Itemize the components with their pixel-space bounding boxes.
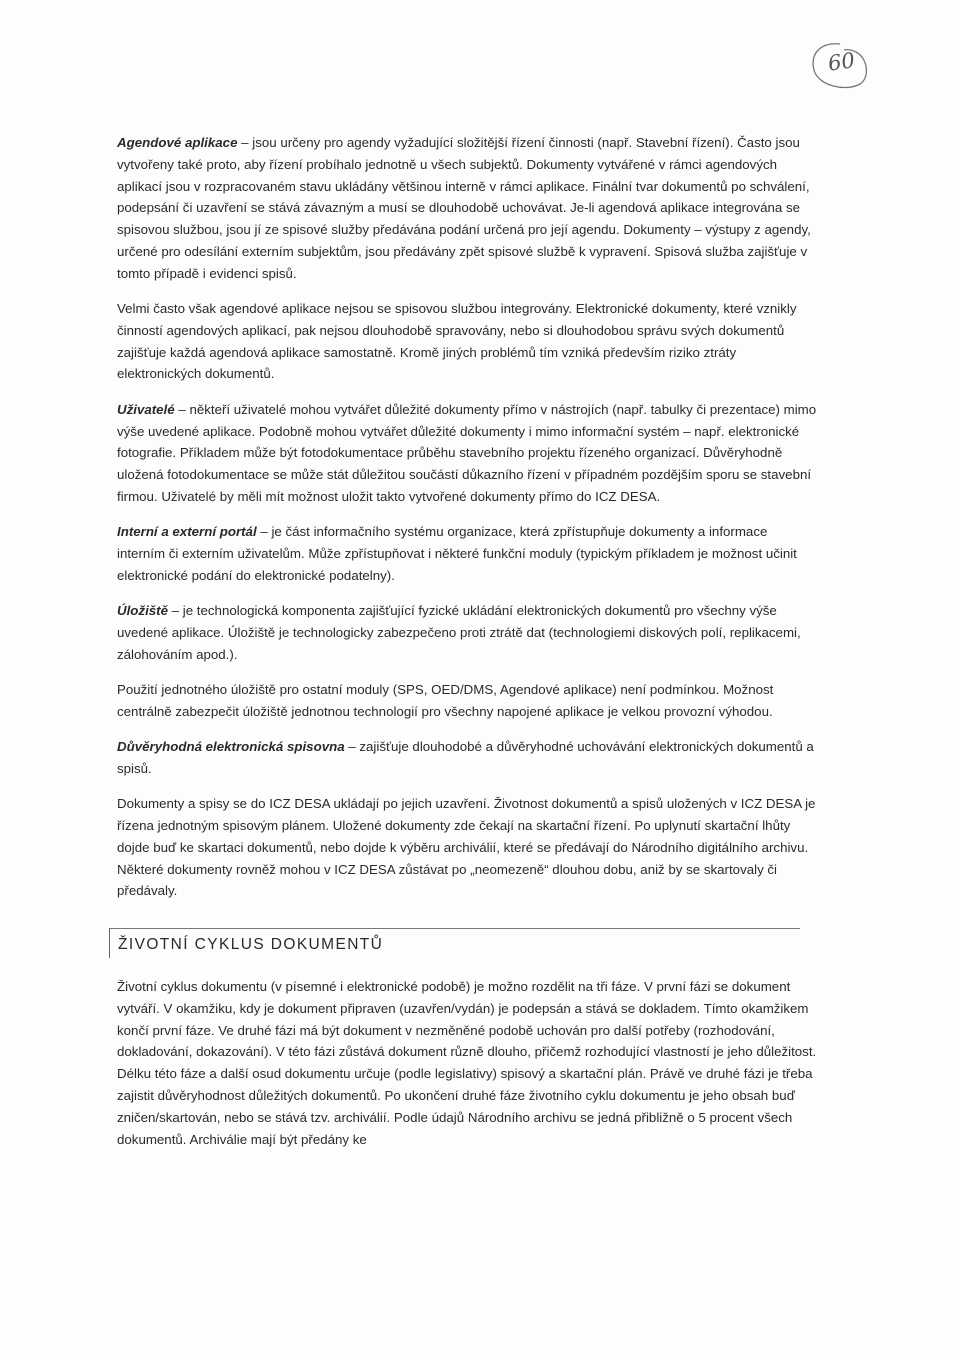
paragraph-portal	[117, 521, 817, 586]
paragraph-ukladani	[117, 793, 817, 902]
paragraph-spisovna	[117, 736, 817, 780]
paragraph-text: Dokumenty a spisy se do ICZ DESA ukládají po jejich uzavření. Životnost dokumentů a spisů uložených v ICZ DESA je řízena jednotným spisovým plánem. Uložené dokumenty zde čekají na skartační řízení. Po uplynutí skartační lhůty dojde buď ke skartaci dokumentů, nebo dojde k výběru archiválií, které se předávají do Národního digitálního archivu. Některé dokumenty rovněž mohou v ICZ DESA zůstávat po „neomezeně“ dlouhou dobu, aniž by se skartovaly či předávaly.	[117, 796, 816, 899]
handwritten-page-number	[806, 40, 870, 94]
term-label: Důvěryhodná elektronická spisovna	[117, 739, 345, 755]
paragraph-jednotne-uloziste	[117, 679, 817, 723]
page-number-text: 60	[826, 48, 857, 76]
term-label: Úložiště	[117, 603, 168, 619]
paragraph-text: – jsou určeny pro agendy vyžadující složitější řízení činnosti (např. Stavební řízení). Často jsou vytvořeny také proto, aby řízení probíhalo jednotně u všech subjektů. Dokumenty vytvářené v rámci agendových aplikací jsou v rozpracovaném stavu ukládány většinou interně v rámci aplikace. Finální tvar dokumentů po schválení, podepsání či uzavření se stává závazným a musí se dlouhodobě uchovávat. Je-li agendová aplikace integrována se spisovou službou, jsou jí ze spisové služby předávána podání určená pro její agendu. Dokumenty – výstupy z agendy, určené pro odesílání externím subjektům, jsou předávány zpět spisové službě k vypravení. Spisová služba zajišťuje v tomto případě i evidenci spisů.	[117, 135, 811, 281]
paragraph-text: Velmi často však agendové aplikace nejsou se spisovou službou integrovány. Elektronické dokumenty, které vznikly činností agendových aplikací, pak nejsou dlouhodobě spravovány, nebo si dlouhodobou správu svých dokumentů zajišťuje každá agendová aplikace samostatně. Kromě jiných problémů tím vzniká především riziko ztráty elektronických dokumentů.	[117, 301, 797, 382]
paragraph-zivotni-cyklus	[117, 976, 817, 1150]
paragraph-uloziste	[117, 600, 817, 665]
term-label: Agendové aplikace	[117, 135, 238, 150]
paragraph-uzivatele	[117, 399, 817, 508]
paragraph-agendove-aplikace	[117, 132, 817, 285]
term-label: Uživatelé	[117, 401, 175, 417]
document-body	[117, 132, 817, 1164]
paragraph-text: – je technologická komponenta zajišťující fyzické ukládání elektronických dokumentů pro všechny výše uvedené aplikace. Úložiště je technologicky zabezpečeno proti ztrátě dat (technologiemi diskových polí, replikacemi, zálohováním apod.).	[117, 603, 801, 662]
term-label: Interní a externí portál	[117, 524, 257, 540]
paragraph-text: – někteří uživatelé mohou vytvářet důležité dokumenty přímo v nástrojích (např. tabulky či prezentace) mimo výše uvedené aplikace. Podobně mohou vytvářet důležité dokumenty i mimo informační systém – např. elektronické fotografie. Příkladem může být fotodokumentace průběhu stavebního projektu řízeného organizací. Důvěryhodně uložená fotodokumentace se může stát důležitou součástí důkazního řízení v případném pozdějším sporu se stavební firmou. Uživatelé by měli mít možnost uložit takto vytvořené dokumenty přímo do ICZ DESA.	[117, 401, 817, 504]
paragraph-text: Životní cyklus dokumentu (v písemné i elektronické podobě) je možno rozdělit na tři fáze. V první fázi se dokument vytváří. V okamžiku, kdy je dokument připraven (uzavřen/vydán) je podepsán a stává se dokladem. Tímto okamžikem končí první fáze. Ve druhé fázi má být dokument v nezměněné podobě uchován pro další potřeby (rozhodování, dokladování, dokazování). V této fázi zůstává dokument různě dlouho, přičemž rozhodující vlastností je jeho důležitost. Délku této fáze a další osud dokumentu určuje (podle legislativy) spisový a skartační plán. Právě ve druhé fázi je třeba zajistit důvěryhodnost důležitých dokumentů. Po ukončení druhé fáze životního cyklu dokumentu je jeho obsah buď zničen/skartován, nebo se stává tzv. archiválií. Podle údajů Národního archivu se jedná přibližně o 5 procent všech dokumentů. Archiválie mají být předány ke	[117, 979, 817, 1147]
paragraph-integrace	[117, 298, 817, 385]
paragraph-text: Použití jednotného úložiště pro ostatní moduly (SPS, OED/DMS, Agendové aplikace) není podmínkou. Možnost centrálně zabezpečit úložiště jednotnou technologií pro všechny napojené aplikace je velkou provozní výhodou.	[117, 682, 774, 719]
paragraph-text: – je část informačního systému organizace, která zpřístupňuje dokumenty a informace interním či externím uživatelům. Může zpřístupňovat i některé funkční moduly (typickým příkladem je možnost učinit elektronické podání do elektronické podatelny).	[117, 524, 797, 583]
section-heading: ŽIVOTNÍ CYKLUS DOKUMENTŮ	[109, 928, 817, 958]
paragraph-text: – zajišťuje dlouhodobé a důvěryhodné uchovávání elektronických dokumentů a spisů.	[117, 739, 814, 776]
